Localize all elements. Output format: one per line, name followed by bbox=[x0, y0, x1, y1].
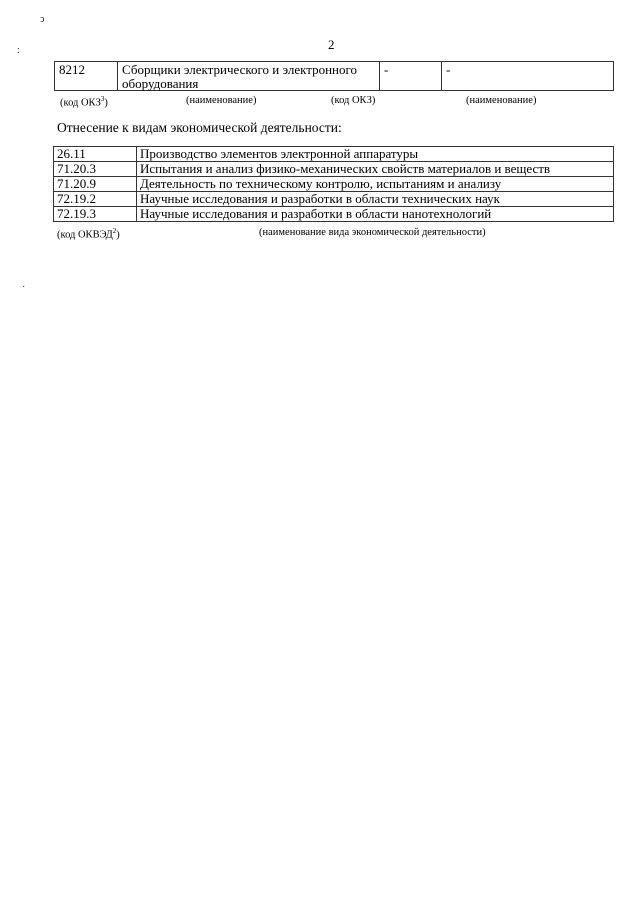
okz-code-cell: 8212 bbox=[55, 62, 118, 90]
table-row bbox=[54, 162, 614, 177]
okz-code2-caption: (код ОКЗ) bbox=[331, 95, 376, 106]
okz-name2-caption: (наименование) bbox=[466, 95, 537, 106]
okz-code-caption: (код ОКЗ$^3$) bbox=[60, 95, 108, 109]
okved-name-cell: Научные исследования и разработки в области технических наук bbox=[137, 192, 614, 207]
okved-name-caption: (наименование вида экономической деятельности) bbox=[259, 227, 486, 238]
okz-table bbox=[54, 61, 614, 91]
okved-code-cell: 71.20.3 bbox=[54, 162, 137, 177]
table-row bbox=[54, 207, 614, 222]
page-number: 2 bbox=[328, 37, 335, 52]
table-row bbox=[54, 147, 614, 162]
okz-name2-cell: - bbox=[446, 62, 451, 77]
okz-code2-cell: - bbox=[380, 62, 442, 90]
okved-name-cell: Производство элементов электронной аппаратуры bbox=[137, 147, 614, 162]
okved-code-cell: 26.11 bbox=[54, 147, 137, 162]
okved-table bbox=[53, 146, 614, 222]
okz-name-cell: Сборщики электрического и электронного оборудования bbox=[118, 62, 380, 90]
okved-code-caption: (код ОКВЭД$^2$) bbox=[57, 227, 120, 241]
okved-code-cell: 71.20.9 bbox=[54, 177, 137, 192]
table-row bbox=[54, 192, 614, 207]
okved-name-cell: Деятельность по техническому контролю, испытаниям и анализу bbox=[137, 177, 614, 192]
okved-name-cell: Научные исследования и разработки в области нанотехнологий bbox=[137, 207, 614, 222]
okved-name-cell: Испытания и анализ физико-механических свойств материалов и веществ bbox=[137, 162, 614, 177]
okz-name-caption: (наименование) bbox=[186, 95, 257, 106]
okved-code-cell: 72.19.2 bbox=[54, 192, 137, 207]
table-row bbox=[54, 177, 614, 192]
activities-heading: Отнесение к видам экономической деятельности: bbox=[57, 120, 342, 135]
okved-code-cell: 72.19.3 bbox=[54, 207, 137, 222]
